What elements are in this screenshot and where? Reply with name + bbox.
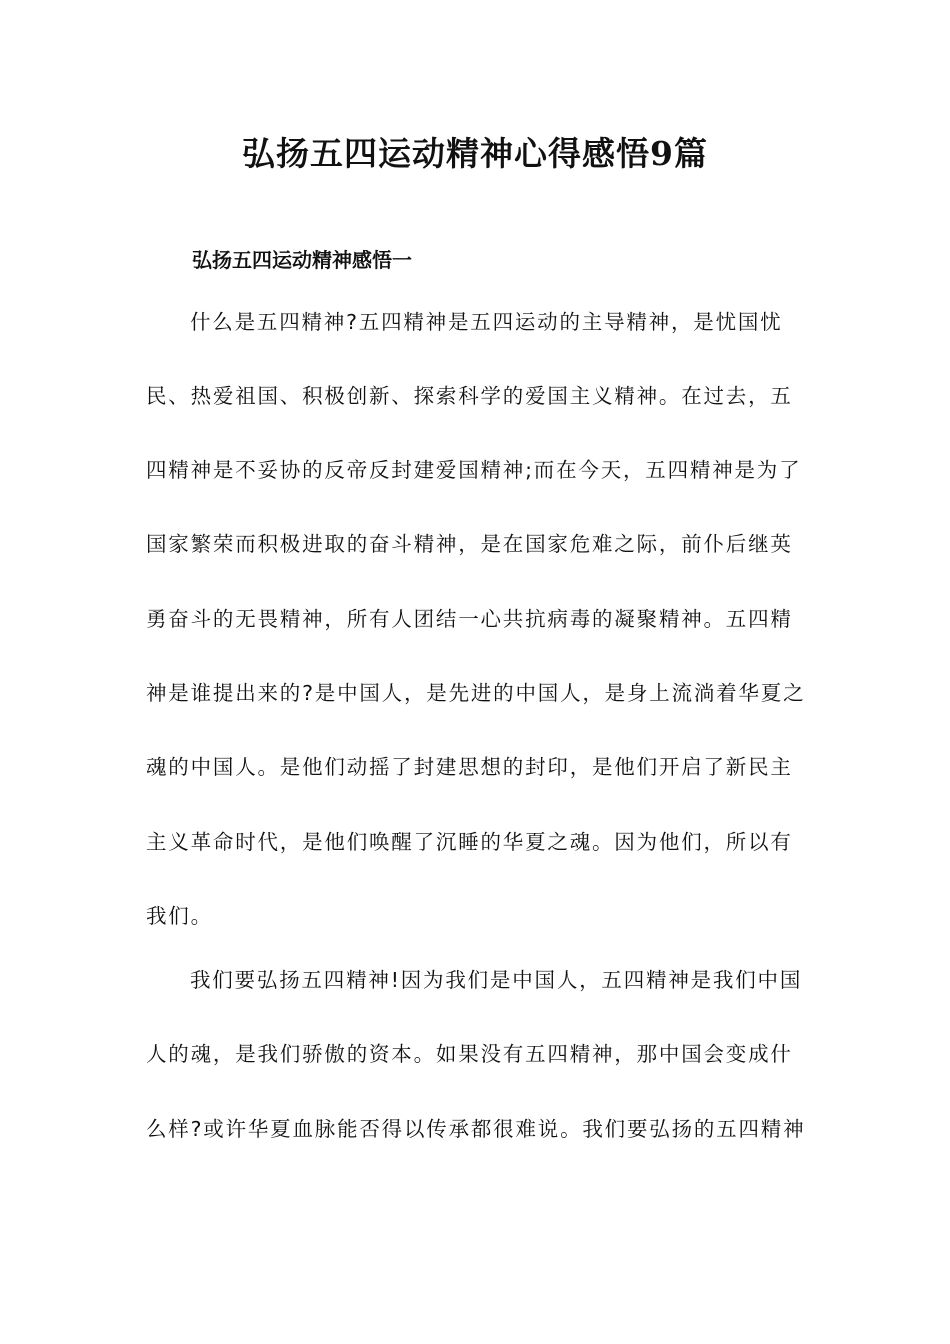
paragraph-line: 国家繁荣而积极进取的奋斗精神，是在国家危难之际，前仆后继英	[146, 532, 793, 556]
paragraph-line: 什么是五四精神?五四精神是五四运动的主导精神，是忧国忧	[190, 310, 783, 334]
paragraph-line: 魂的中国人。是他们动摇了封建思想的封印，是他们开启了新民主	[146, 755, 793, 779]
paragraph-line: 我们要弘扬五四精神!因为我们是中国人，五四精神是我们中国	[190, 968, 803, 992]
paragraph-line: 人的魂，是我们骄傲的资本。如果没有五四精神，那中国会变成什	[146, 1042, 793, 1066]
section-heading: 弘扬五四运动精神感悟一	[192, 248, 412, 272]
paragraph-line: 么样?或许华夏血脉能否得以传承都很难说。我们要弘扬的五四精神	[146, 1117, 806, 1141]
paragraph-line: 四精神是不妥协的反帝反封建爱国精神;而在今天，五四精神是为了	[146, 458, 802, 482]
paragraph-line: 勇奋斗的无畏精神，所有人团结一心共抗病毒的凝聚精神。五四精	[146, 607, 793, 631]
paragraph-line: 主义革命时代，是他们唤醒了沉睡的华夏之魂。因为他们，所以有	[146, 830, 793, 854]
paragraph-line: 民、热爱祖国、积极创新、探索科学的爱国主义精神。在过去，五	[146, 384, 793, 408]
paragraph-line: 我们。	[146, 904, 213, 928]
document-title: 弘扬五四运动精神心得感悟9篇	[242, 134, 708, 173]
paragraph-line: 神是谁提出来的?是中国人，是先进的中国人，是身上流淌着华夏之	[146, 681, 806, 705]
